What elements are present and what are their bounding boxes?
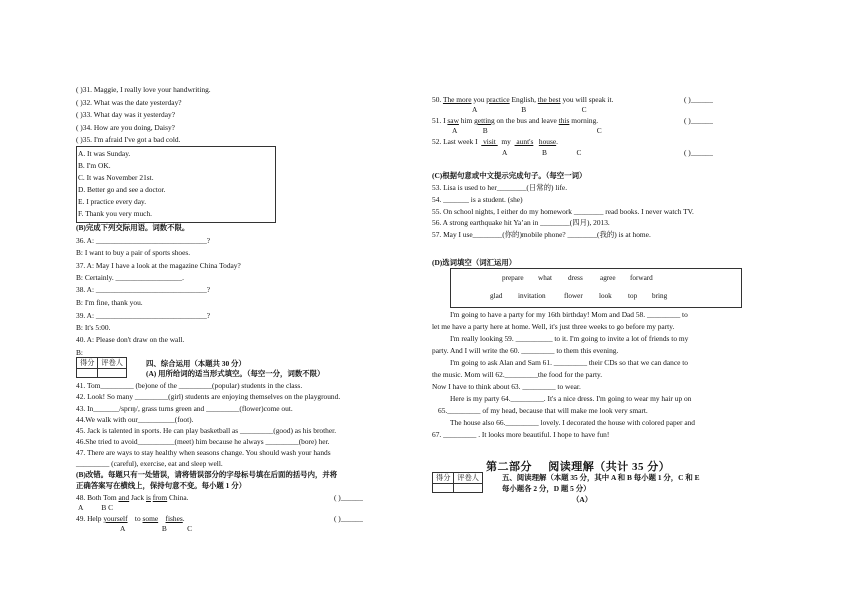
dialog-line-36b: B: I want to buy a pair of sports shoes. bbox=[76, 248, 191, 257]
word-bank-item: invitation bbox=[518, 292, 546, 300]
q49-letters: A B C bbox=[120, 524, 193, 533]
q50-answer-blank: ( )______ bbox=[684, 95, 713, 104]
dialog-item-34: ( )34. How are you doing, Daisy? bbox=[76, 123, 175, 132]
dialog-line-37b: B: Certainly. __________________. bbox=[76, 273, 184, 282]
q49-option-c: fishes bbox=[165, 514, 183, 523]
dialog-line-37a: 37. A: May I have a look at the magazine China Today? bbox=[76, 261, 241, 270]
word-bank-item: forward bbox=[630, 274, 653, 282]
q48-option-b: is bbox=[145, 493, 151, 502]
section-b2-heading-1: (B)改错。每题只有一处错误，请将错误部分的字母标号填在后面的括号内，并将 bbox=[76, 470, 338, 479]
score-label: 得分 bbox=[433, 473, 454, 484]
q51-option-b: getting bbox=[474, 116, 495, 125]
passage-line: let me have a party here at home. Well, it's just three weeks to go before my party. bbox=[432, 322, 675, 331]
c-item-56: 56. A strong earthquake hit Ya’an in ________(四月), 2013. bbox=[432, 218, 610, 227]
option-a: A. It was Sunday. bbox=[78, 149, 131, 158]
section-5-line-1: 五、阅读理解（本题 35 分，其中 A 和 B 每小题 1 分，C 和 E bbox=[502, 473, 700, 482]
question-51: 51. I saw him getting on the bus and leave this morning. bbox=[432, 116, 599, 125]
question-52: 52. Last week I visit my aunt's house. bbox=[432, 137, 558, 146]
word-bank-item: flower bbox=[564, 292, 583, 300]
q48-option-c: from bbox=[152, 493, 168, 502]
q49-option-a: yourself bbox=[103, 514, 128, 523]
section-5-line-2: 每小题各 2 分，D 题 5 分） bbox=[502, 484, 591, 493]
passage-line: party. And I will write the 60. _________ to them this evening. bbox=[432, 346, 619, 355]
q52-answer-blank: ( )______ bbox=[684, 148, 713, 157]
passage-line: the music. Mom will 62._________the food for the party. bbox=[432, 370, 603, 379]
section-4-sub: (A) 用所给词的适当形式填空。（每空一分，词数不限） bbox=[146, 369, 325, 378]
section-4-title: 四、综合运用（本题共 30 分） bbox=[146, 359, 246, 368]
section-b-heading: (B)完成下列交际用语。词数不限。 bbox=[76, 223, 190, 232]
c-item-57: 57. May I use________(你的)mobile phone? ________(我的) is at home. bbox=[432, 230, 651, 239]
score-table-4 bbox=[76, 357, 127, 378]
passage-line: I'm really looking 59. __________ to it. I'm going to invite a lot of friends to my bbox=[450, 334, 689, 343]
word-bank-item: look bbox=[599, 292, 612, 300]
word-bank-item: prepare bbox=[502, 274, 524, 282]
score-cell bbox=[77, 369, 98, 378]
word-bank-item: what bbox=[538, 274, 552, 282]
q49-answer-blank: ( )______ bbox=[334, 514, 363, 523]
score-label: 得分 bbox=[77, 358, 98, 369]
passage-line: I'm going to have a party for my 16th birthday! Mom and Dad 58. _________ to bbox=[450, 310, 688, 319]
section-5-line-3: （A） bbox=[572, 495, 593, 504]
q50-letters: A B C bbox=[472, 105, 587, 114]
dialog-line-40b: B: bbox=[76, 348, 83, 357]
dialog-item-31: ( )31. Maggie, I really love your handwriting. bbox=[76, 85, 211, 94]
fill-item-44: 44.We walk with our__________(foot). bbox=[76, 415, 194, 424]
c-item-53: 53. Lisa is used to her________(日常的) life. bbox=[432, 183, 568, 192]
score-table-5 bbox=[432, 472, 483, 493]
section-b2-heading-2: 正确答案写在横线上，保持句意不变。每小题 1 分） bbox=[76, 481, 246, 490]
question-48: 48. Both Tom and Jack is from China. bbox=[76, 493, 189, 502]
grader-cell bbox=[454, 484, 483, 493]
word-bank-item: agree bbox=[600, 274, 616, 282]
dialog-item-33: ( )33. What day was it yesterday? bbox=[76, 110, 175, 119]
dialog-line-36a: 36. A: ______________________________? bbox=[76, 236, 211, 245]
fill-item-42: 42. Look! So many _________(girl) students are enjoying themselves on the playground. bbox=[76, 392, 341, 401]
dialog-line-39a: 39. A: ______________________________? bbox=[76, 311, 211, 320]
q52-option-b: aunt's bbox=[514, 137, 534, 146]
passage-line: 65._________ of my head, because that will make me look very smart. bbox=[438, 406, 648, 415]
q48-answer-blank: ( )______ bbox=[334, 493, 363, 502]
grader-label: 评卷人 bbox=[454, 473, 483, 484]
q52-letters: A B C bbox=[502, 148, 582, 157]
dialog-item-32: ( )32. What was the date yesterday? bbox=[76, 98, 182, 107]
c-item-54: 54. _______ is a student. (she) bbox=[432, 195, 523, 204]
q50-option-c: the best bbox=[537, 95, 561, 104]
passage-line: Now I have to think about 63. _________ to wear. bbox=[432, 382, 581, 391]
part-2-title: 第二部分 阅读理解（共计 35 分） bbox=[486, 461, 671, 473]
dialog-line-39b: B: It's 5:00. bbox=[76, 323, 111, 332]
fill-item-43: 43. In_______/sprɪŋ/, grass turns green and _________(flower)come out. bbox=[76, 404, 293, 413]
q49-option-b: some bbox=[142, 514, 159, 523]
c-item-55: 55. On school nights, I either do my homework ________ read books. I never watch TV. bbox=[432, 207, 694, 216]
section-d-heading: (D)选词填空（词汇运用） bbox=[432, 258, 517, 267]
q51-letters: A B C bbox=[452, 126, 602, 135]
fill-item-45: 45. Jack is talented in sports. He can play basketball as _________(good) as his brother. bbox=[76, 426, 337, 435]
q52-option-c: house bbox=[538, 137, 557, 146]
option-f: F. Thank you very much. bbox=[78, 209, 152, 218]
option-c: C. It was November 21st. bbox=[78, 173, 154, 182]
score-cell bbox=[433, 484, 454, 493]
q48-option-a: and bbox=[118, 493, 130, 502]
q50-option-b: practice bbox=[486, 95, 510, 104]
fill-item-46: 46.She tried to avoid__________(meet) him because he always _________(bore) her. bbox=[76, 437, 330, 446]
question-50: 50. The more you practice English, the best you will speak it. bbox=[432, 95, 614, 104]
word-bank-box bbox=[450, 268, 742, 308]
dialog-line-38a: 38. A: ______________________________? bbox=[76, 285, 211, 294]
q51-option-a: saw bbox=[447, 116, 459, 125]
option-b: B. I'm OK. bbox=[78, 161, 111, 170]
option-d: D. Better go and see a doctor. bbox=[78, 185, 166, 194]
grader-cell bbox=[98, 369, 127, 378]
question-49: 49. Help yourself to some fishes. bbox=[76, 514, 185, 523]
passage-line: Here is my party 64._________. It's a nice dress. I'm going to wear my hair up on bbox=[450, 394, 692, 403]
q51-answer-blank: ( )______ bbox=[684, 116, 713, 125]
fill-item-47-cont: _________ (careful), exercise, eat and sleep well. bbox=[76, 459, 223, 468]
grader-label: 评卷人 bbox=[98, 358, 127, 369]
dialog-line-38b: B: I'm fine, thank you. bbox=[76, 298, 143, 307]
fill-item-41: 41. Tom_________ (be)one of the _________(popular) students in the class. bbox=[76, 381, 303, 390]
word-bank-item: bring bbox=[652, 292, 668, 300]
passage-line: I'm going to ask Alan and Sam 61. _________ their CDs so that we can dance to bbox=[450, 358, 688, 367]
q52-option-a: visit bbox=[481, 137, 498, 146]
passage-line: The house also 66._________ lovely. I decorated the house with colored paper and bbox=[450, 418, 695, 427]
fill-item-47: 47. There are ways to stay healthy when seasons change. You should wash your hands bbox=[76, 448, 331, 457]
q50-option-a: The more bbox=[442, 95, 472, 104]
q51-option-c: this bbox=[558, 116, 570, 125]
word-bank-item: top bbox=[628, 292, 638, 300]
dialog-line-40a: 40. A: Please don't draw on the wall. bbox=[76, 335, 185, 344]
dialog-item-35: ( )35. I'm afraid I've got a bad cold. bbox=[76, 135, 181, 144]
passage-line: 67. _________ . It looks more beautiful. I hope to have fun! bbox=[432, 430, 610, 439]
word-bank-item: glad bbox=[490, 292, 503, 300]
q48-letters: A B C bbox=[78, 503, 114, 512]
option-e: E. I practice every day. bbox=[78, 197, 147, 206]
section-c-heading: (C)根据句意或中文提示完成句子。（每空一词） bbox=[432, 171, 587, 180]
word-bank-item: dress bbox=[568, 274, 583, 282]
